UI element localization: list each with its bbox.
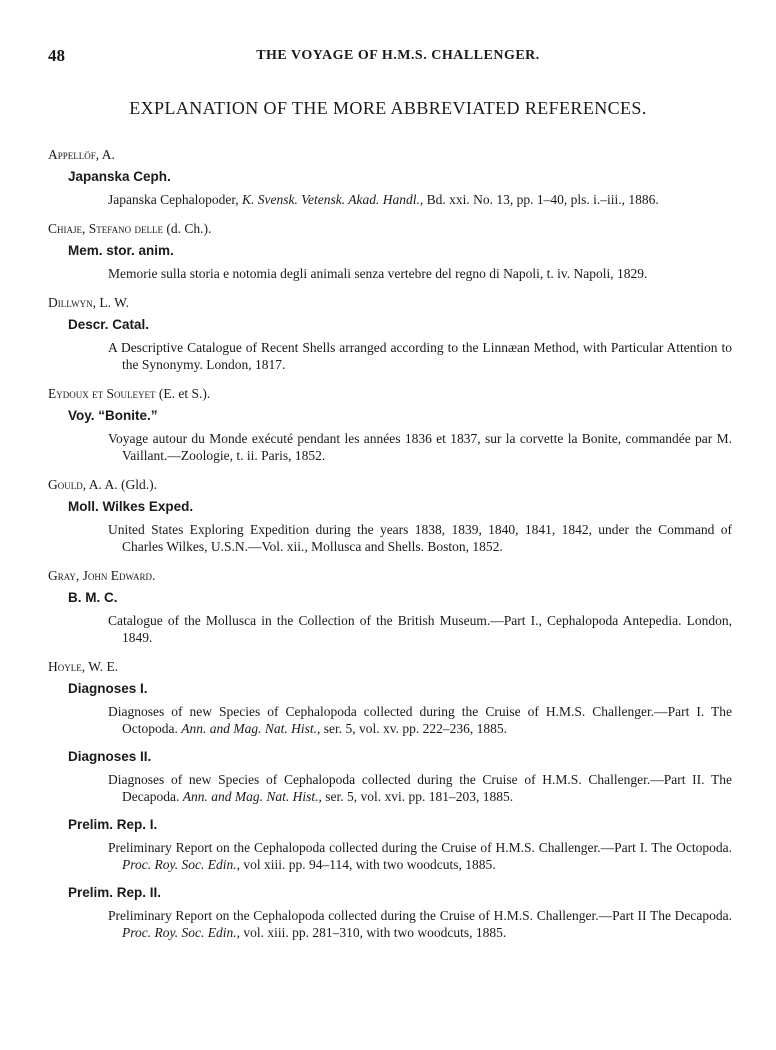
ref-details: , ser. 5, vol. xvi. pp. 181–203, 1885. [318, 789, 514, 804]
author-name: Hoyle, W. E. [48, 659, 119, 674]
abbreviation: Prelim. Rep. I. [68, 817, 158, 832]
reference-list [48, 146, 732, 941]
page-number: 48 [48, 46, 65, 65]
ref-details: , Bd. xxi. No. 13, pp. 1–40, pls. i.–iii., 1886. [419, 192, 659, 207]
author-gould [48, 476, 732, 493]
ref-title: Diagnoses of new Species of Cephalopoda collected during the Cruise of H.M.S. Challenger.—Part I. The Octopoda. [108, 704, 732, 736]
abbreviation: B. M. C. [68, 590, 118, 605]
author-eydoux-souleyet [48, 385, 732, 402]
abbreviation: Moll. Wilkes Exped. [68, 499, 194, 514]
reference-text [48, 703, 732, 737]
ref-journal: Proc. Roy. Soc. Edin. [122, 925, 237, 940]
ref-details: , vol. xiii. pp. 281–310, with two woodcuts, 1885. [236, 925, 507, 940]
author-name: Eydoux et Souleyet [48, 386, 156, 401]
ref-title: Preliminary Report on the Cephalopoda collected during the Cruise of H.M.S. Challenger.—Part II The Decapoda. [108, 908, 732, 923]
author-appelloef [48, 146, 732, 163]
reference-text: A Descriptive Catalogue of Recent Shells arranged according to the Linnæan Method, with Particular Attention to the Synonymy. London, 1817. [108, 340, 732, 372]
abbreviation: Diagnoses I. [68, 681, 148, 696]
running-head [48, 46, 748, 68]
abbreviation: Mem. stor. anim. [68, 243, 174, 258]
author-extra: (d. Ch.). [166, 221, 212, 236]
abbreviation: Japanska Ceph. [68, 169, 171, 184]
ref-title: Japanska Cephalopoder, [108, 192, 239, 207]
author-gray [48, 567, 732, 584]
reference-text: United States Exploring Expedition during the years 1838, 1839, 1840, 1841, 1842, under the Command of Charles Wilkes, U.S.N.—Vol. xii., Mollusca and Shells. Boston, 1852. [108, 522, 732, 554]
ref-title: Diagnoses of new Species of Cephalopoda collected during the Cruise of H.M.S. Challenger.—Part II. The Decapoda. [108, 772, 732, 804]
reference-text: Catalogue of the Mollusca in the Collection of the British Museum.—Part I., Cephalopoda Antepedia. London, 1849. [108, 613, 732, 645]
reference-text: Voyage autour du Monde exécuté pendant les années 1836 et 1837, sur la corvette la Bonite, commandée par M. Vaillant.—Zoologie, t. ii. Paris, 1852. [108, 431, 732, 463]
reference-text [48, 771, 732, 805]
reference-text [48, 907, 732, 941]
abbreviation: Descr. Catal. [68, 317, 150, 332]
ref-title: Preliminary Report on the Cephalopoda collected during the Cruise of H.M.S. Challenger.—Part I. The Octopoda. [108, 840, 732, 855]
reference-text [48, 191, 732, 208]
reference-text: Memorie sulla storia e notomia degli animali senza vertebre del regno di Napoli, t. iv. Napoli, 1829. [108, 266, 648, 281]
ref-details: , vol xiii. pp. 94–114, with two woodcuts, 1885. [236, 857, 496, 872]
author-name: Gray, John Edward. [48, 568, 156, 583]
abbreviation: Prelim. Rep. II. [68, 885, 162, 900]
ref-journal: Ann. and Mag. Nat. Hist. [182, 789, 319, 804]
ref-journal: Proc. Roy. Soc. Edin. [122, 857, 237, 872]
author-name: Gould, A. A. [48, 477, 118, 492]
author-name: Appellöf, A. [48, 147, 115, 162]
reference-text [48, 839, 732, 873]
author-extra: (Gld.). [121, 477, 158, 492]
author-extra: (E. et S.). [158, 386, 211, 401]
author-dillwyn [48, 294, 732, 311]
author-chiaje [48, 220, 732, 237]
ref-journal: K. Svensk. Vetensk. Akad. Handl. [242, 192, 420, 207]
abbreviation: Voy. “Bonite.” [68, 408, 158, 423]
author-name: Dillwyn, L. W. [48, 295, 129, 310]
section-heading: EXPLANATION OF THE MORE ABBREVIATED REFERENCES. [129, 98, 647, 118]
ref-details: , ser. 5, vol. xv. pp. 222–236, 1885. [317, 721, 507, 736]
running-title: THE VOYAGE OF H.M.S. CHALLENGER. [256, 48, 540, 63]
ref-journal: Ann. and Mag. Nat. Hist. [181, 721, 317, 736]
author-hoyle [48, 658, 732, 675]
author-name: Chiaje, Stefano delle [48, 221, 163, 236]
abbreviation: Diagnoses II. [68, 749, 152, 764]
